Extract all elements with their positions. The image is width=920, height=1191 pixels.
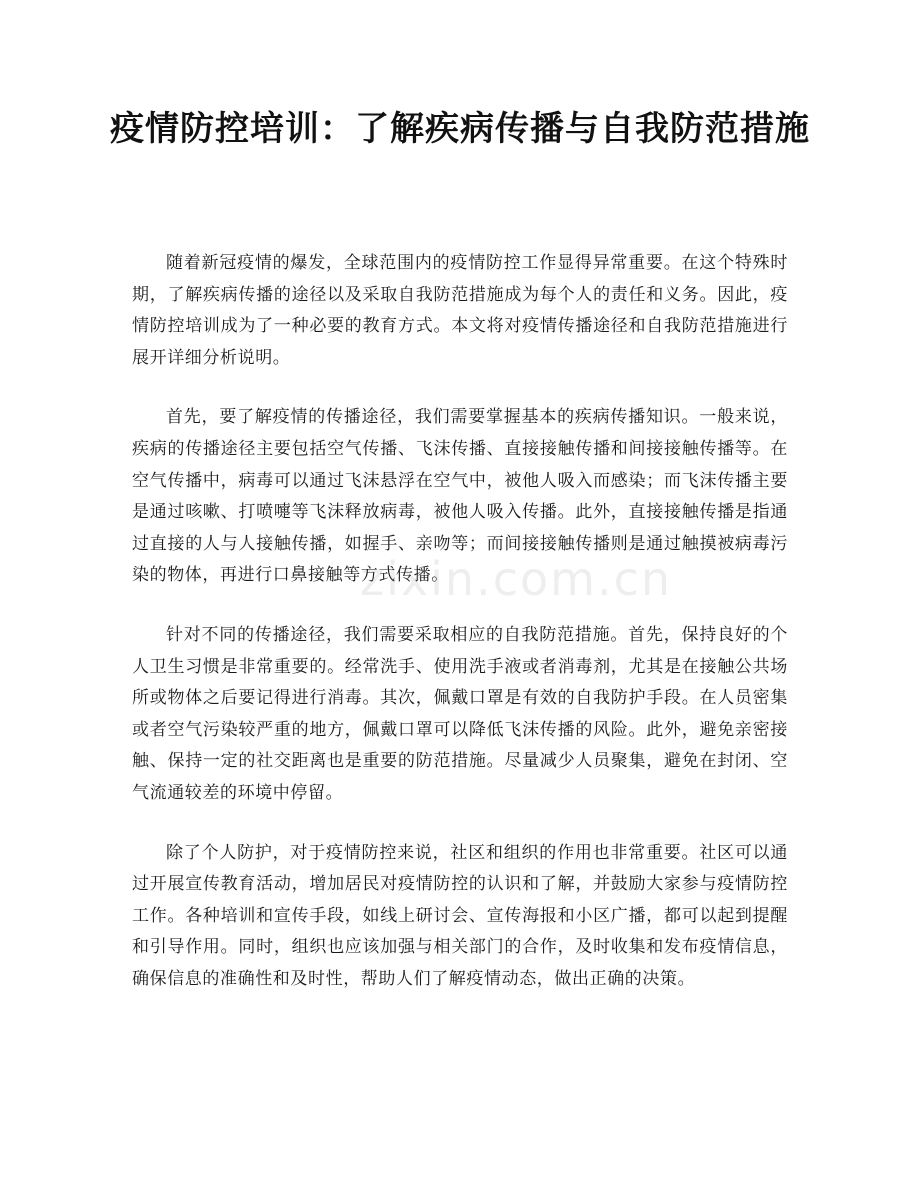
paragraph-4: 除了个人防护，对于疫情防控来说，社区和组织的作用也非常重要。社区可以通过开展宣传教育活动，增加居民对疫情防控的认识和了解，并鼓励大家参与疫情防控工作。各种培训和宣传手段，如线上研讨会、宣传海报和小区广播，都可以起到提醒和引导作用。同时，组织也应该加强与相关部门的合作，及时收集和发布疫情信息，确保信息的准确性和及时性，帮助人们了解疫情动态，做出正确的决策。: [132, 842, 788, 989]
document-body: [132, 248, 788, 1023]
paragraph-1: 随着新冠疫情的爆发，全球范围内的疫情防控工作显得异常重要。在这个特殊时期，了解疾病传播的途径以及采取自我防范措施成为每个人的责任和义务。因此，疫情防控培训成为了一种必要的教育方式。本文将对疫情传播途径和自我防范措施进行展开详细分析说明。: [132, 253, 788, 368]
paragraph-3: 针对不同的传播途径，我们需要采取相应的自我防范措施。首先，保持良好的个人卫生习惯是非常重要的。经常洗手、使用洗手液或者消毒剂，尤其是在接触公共场所或物体之后要记得进行消毒。其次，佩戴口罩是有效的自我防护手段。在人员密集或者空气污染较严重的地方，佩戴口罩可以降低飞沫传播的风险。此外，避免亲密接触、保持一定的社交距离也是重要的防范措施。尽量减少人员聚集，避免在封闭、空气流通较差的环境中停留。: [132, 624, 788, 803]
document-title: 疫情防控培训：了解疾病传播与自我防范措施: [110, 109, 810, 149]
watermark: zixin.com.cn: [360, 552, 673, 606]
paragraph-2: 首先，要了解疫情的传播途径，我们需要掌握基本的疾病传播知识。一般来说，疾病的传播途径主要包括空气传播、飞沫传播、直接接触传播和间接接触传播等。在空气传播中，病毒可以通过飞沫悬浮在空气中，被他人吸入而感染；而飞沫传播主要是通过咳嗽、打喷嚏等飞沫释放病毒，被他人吸入传播。此外，直接接触传播是指通过直接的人与人接触传播，如握手、亲吻等；而间接接触传播则是通过触摸被病毒污染的物体，再进行口鼻接触等方式传播。: [132, 407, 788, 586]
